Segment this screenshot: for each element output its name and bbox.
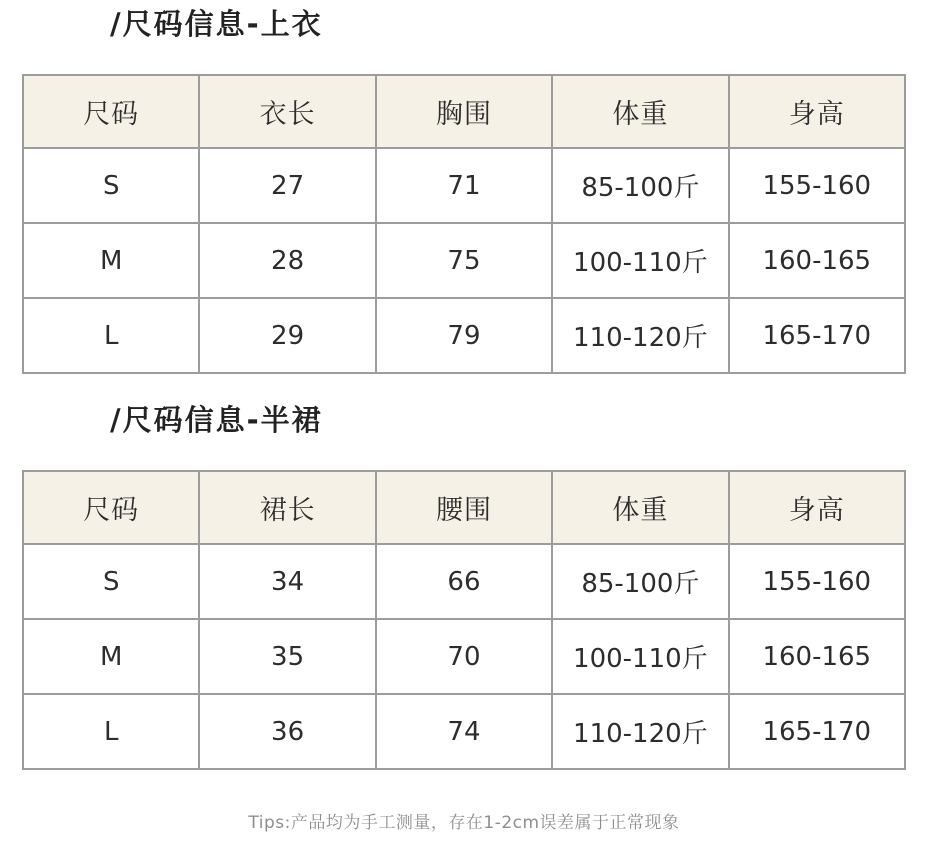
cell-bust: 75	[376, 223, 552, 298]
cell-skirt-length: 35	[199, 619, 375, 694]
cell-waist: 70	[376, 619, 552, 694]
table-row-size-s	[23, 148, 905, 223]
cell-height: 160-165	[729, 223, 905, 298]
cell-height: 165-170	[729, 298, 905, 373]
cell-height: 165-170	[729, 694, 905, 769]
cell-weight: 100-110斤	[552, 619, 728, 694]
cell-weight: 85-100斤	[552, 148, 728, 223]
col-header-height: 身高	[729, 471, 905, 544]
col-header-waist: 腰围	[376, 471, 552, 544]
size-table-top-garment	[22, 74, 906, 374]
col-header-size: 尺码	[23, 75, 199, 148]
cell-waist: 74	[376, 694, 552, 769]
table-row-size-m	[23, 619, 905, 694]
cell-garment-length: 29	[199, 298, 375, 373]
cell-size: S	[23, 544, 199, 619]
table-row-size-m	[23, 223, 905, 298]
cell-skirt-length: 36	[199, 694, 375, 769]
table-row-size-l	[23, 298, 905, 373]
cell-size: M	[23, 223, 199, 298]
section-title-top-garment: /尺码信息-上衣	[110, 7, 323, 41]
cell-skirt-length: 34	[199, 544, 375, 619]
cell-waist: 66	[376, 544, 552, 619]
size-table-skirt	[22, 470, 906, 770]
col-header-weight: 体重	[552, 75, 728, 148]
cell-garment-length: 28	[199, 223, 375, 298]
col-header-height: 身高	[729, 75, 905, 148]
table-row-size-s	[23, 544, 905, 619]
cell-garment-length: 27	[199, 148, 375, 223]
measurement-tips-text: Tips:产品均为手工测量，存在1-2cm误差属于正常现象	[248, 813, 680, 833]
cell-height: 160-165	[729, 619, 905, 694]
cell-weight: 110-120斤	[552, 694, 728, 769]
cell-size: S	[23, 148, 199, 223]
section-title-skirt: /尺码信息-半裙	[110, 403, 323, 437]
col-header-bust: 胸围	[376, 75, 552, 148]
cell-weight: 100-110斤	[552, 223, 728, 298]
table-row-size-l	[23, 694, 905, 769]
col-header-skirt-length: 裙长	[199, 471, 375, 544]
cell-weight: 110-120斤	[552, 298, 728, 373]
cell-size: L	[23, 298, 199, 373]
cell-bust: 71	[376, 148, 552, 223]
cell-bust: 79	[376, 298, 552, 373]
col-header-weight: 体重	[552, 471, 728, 544]
col-header-garment-length: 衣长	[199, 75, 375, 148]
table-header-row	[23, 75, 905, 148]
cell-height: 155-160	[729, 544, 905, 619]
cell-size: M	[23, 619, 199, 694]
cell-height: 155-160	[729, 148, 905, 223]
cell-size: L	[23, 694, 199, 769]
table-header-row	[23, 471, 905, 544]
col-header-size: 尺码	[23, 471, 199, 544]
cell-weight: 85-100斤	[552, 544, 728, 619]
